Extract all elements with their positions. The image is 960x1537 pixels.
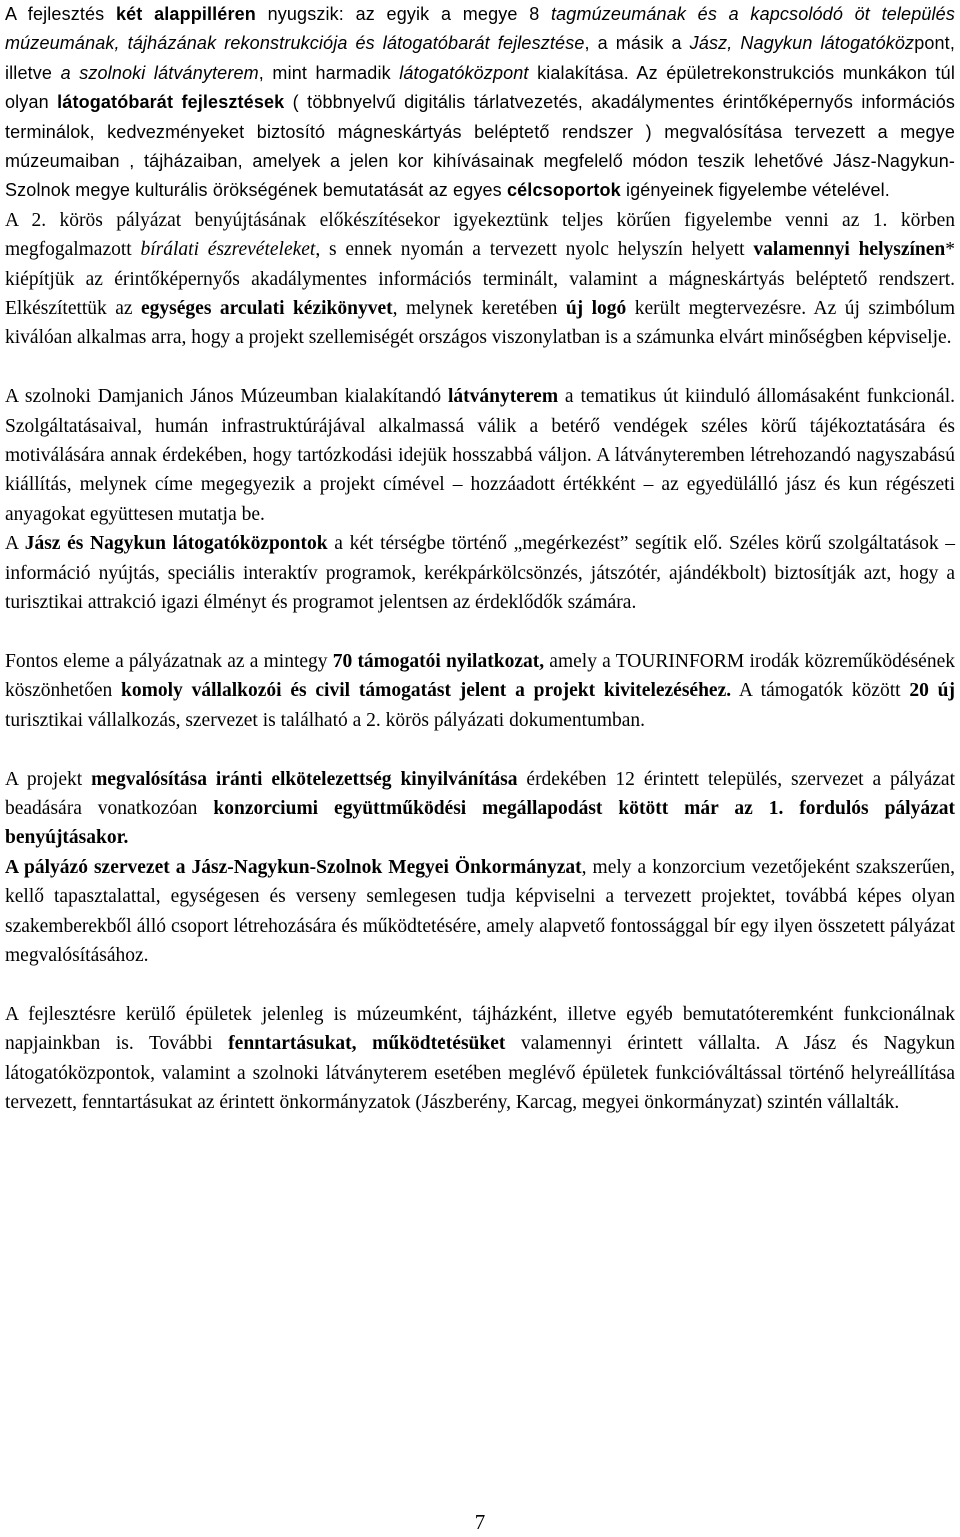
bold-text: 70 támogatói nyilatkozat,: [332, 650, 545, 672]
bold-text: látogatóbarát fejlesztések: [57, 92, 285, 113]
paragraph-4: [5, 529, 955, 617]
bold-text: két alappilléren: [115, 4, 256, 24]
text-run: ( többnyelvű digitális tárlatvezetés, akadálymentes érintőképernyős információs terminálok, kedvezményeket biztosító mágneskártyás beléptető rendszer ) megvalósítása tervezett a megye múzeumaiban , tájházaiban, amelyek a jelen kor kihívásainak megfelelő módon teszik lehetővé Jász-Nagykun-Szolnok megye kulturális örökségének bemutatását az egyes: [5, 92, 956, 201]
text-run: igényeinek figyelembe vételével.: [620, 180, 890, 201]
text-run: , s ennek nyomán a tervezett nyolc helyszín helyett: [315, 239, 754, 261]
bold-text: fenntartásukat, működtetésüket: [228, 1033, 506, 1055]
bold-text: megvalósítása iránti elkötelezettség kinyilvánítása: [91, 768, 518, 790]
text-run: A szolnoki Damjanich János Múzeumban kialakítandó: [5, 386, 448, 408]
bold-text: Jász és Nagykun látogatóközpontok: [24, 533, 328, 555]
italic-text: Jász, Nagykun látogatóköz: [689, 33, 915, 54]
text-run: a két térségbe történő „megérkezést” segítik elő. Széles körű szolgáltatások – információ nyújtás, speciális interaktív programok, kerékpárkölcsönzés, játszótér, ajándékbolt) biztosítják azt, hogy a turisztikai attrakció igazi élményt és programot jelentsen az érdeklődők számára.: [5, 533, 956, 614]
bold-text: egységes arculati kézikönyvet: [141, 298, 393, 320]
text-run: Az épületrekonstrukciós munkákon túl olyan: [5, 62, 955, 113]
bold-text: konzorciumi együttműködési megállapodást kötött már az 1. fordulós pályázat benyújtásakor.: [5, 797, 955, 849]
italic-text: tagmúzeumának és a kapcsolódó öt település múzeumának, tájházának rekonstrukciója és látogatóbarát fejlesztése: [5, 4, 955, 54]
text-run: nyugszik: az egyik a megye 8: [255, 4, 551, 24]
text-run: , melynek keretében: [392, 298, 566, 320]
text-run: A támogatók között: [731, 680, 910, 702]
page-number: 7: [474, 1510, 486, 1534]
text-run: turisztikai vállalkozás, szervezet is található a 2. körös pályázati dokumentumban.: [5, 709, 646, 731]
text-run: , a másik a: [584, 33, 690, 54]
italic-text: a szolnoki látványterem: [60, 62, 259, 83]
text-run: A fejlesztés: [5, 4, 116, 24]
paragraph-7: [5, 853, 955, 971]
italic-text: látogatóközpont: [399, 62, 529, 83]
paragraph-6: [5, 765, 955, 853]
bold-text: 20 új: [909, 680, 956, 702]
text-run: A projekt: [5, 768, 92, 790]
text-run: pont, illetve: [5, 33, 955, 83]
bold-text: célcsoportok: [506, 180, 621, 201]
document-page: [5, 0, 955, 1117]
paragraph-1: [5, 0, 955, 206]
text-run: , mint harmadik: [258, 62, 400, 83]
paragraph-3: [5, 382, 955, 529]
text-run: kialakítása.: [528, 62, 637, 83]
text-run: Fontos eleme a pályázatnak az a mintegy: [5, 650, 333, 672]
bold-text: A pályázó szervezet a Jász-Nagykun-Szolnok Megyei Önkormányzat: [5, 856, 582, 878]
text-run: amely a TOURINFORM irodák közreműködésének köszönhetően: [5, 650, 955, 702]
bold-text: új logó: [565, 298, 627, 320]
text-run: * kiépítjük az érintőképernyős akadálymentes információs terminált, valamint a mágneskártyás beléptető rendszert. Elkészítettük az: [5, 239, 956, 320]
bold-text: látványterem: [447, 386, 559, 408]
paragraph-8: [5, 1000, 955, 1118]
text-run: került megtervezésre. Az új szimbólum kiválóan alkalmas arra, hogy a projekt szellemiségét országos viszonylatban is a számunka elvárt minőségben képviselje.: [5, 298, 955, 349]
text-run: valamennyi érintett vállalta. A Jász és Nagykun látogatóközpontok, valamint a szolnoki látványterem esetében meglévő épületek funkcióváltással történő helyreállítása tervezett, fenntartásukat az érintett önkormányzatok (Jászberény, Karcag, megyei önkormányzat) szintén vállalták.: [5, 1033, 956, 1113]
bold-text: komoly vállalkozói és civil támogatást jelent a projekt kivitelezéséhez.: [121, 680, 732, 702]
text-run: A fejlesztésre kerülő épületek jelenleg is múzeumként, tájházként, illetve egyéb bemutatóteremként funkcionálnak napjainkban is. További: [5, 1003, 955, 1055]
text-run: A 2. körös pályázat benyújtásának előkészítésekor igyekeztünk teljes körűen figyelembe venni az 1. körben megfogalmazott: [5, 209, 955, 261]
text-run: A: [5, 533, 25, 555]
text-run: a tematikus út kiinduló állomásaként funkcionál. Szolgáltatásaival, humán infrastruktúrájával alkalmassá válik a betérő vendégek széles körű tájékoztatására és motiválására annak érdekében, hogy tartózkodási idejük hosszabbá váljon. A látványteremben létrehozandó nagyszabású kiállítás, melynek címe megegyezik a projekt címével – hozzáadott értékként – az egyedülálló jász és kun régészeti anyagokat együttesen mutatja be.: [5, 386, 956, 525]
paragraph-2: [5, 206, 955, 353]
italic-text: bírálati észrevételeket: [140, 239, 316, 261]
bold-text: valamennyi helyszínen: [753, 239, 946, 261]
text-run: , mely a konzorcium vezetőjeként szakszerűen, kellő tapasztalattal, egységesen és verseny semlegesen tudja képviselni a tervezett projektet, továbbá képes olyan szakemberekből álló csoport létrehozására és működtetésére, amely alapvető fontossággal bír egy ilyen összetett pályázat megvalósításához.: [5, 856, 955, 966]
paragraph-5: [5, 647, 955, 735]
text-run: érdekében 12 érintett település, szervezet a pályázat beadására vonatkozóan: [5, 768, 956, 819]
document-body: [5, 0, 955, 1117]
